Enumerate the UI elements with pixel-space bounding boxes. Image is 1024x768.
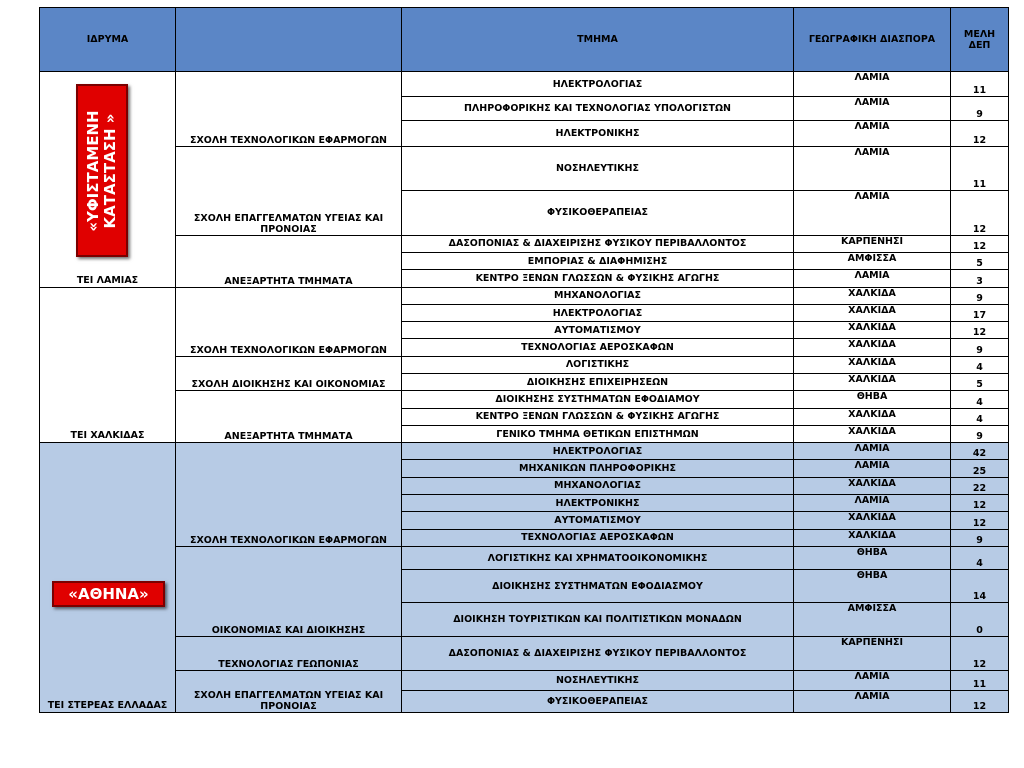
table-row bbox=[40, 287, 1009, 304]
department-cell: ΚΕΝΤΡΟ ΞΕΝΩΝ ΓΛΩΣΣΩΝ & ΦΥΣΙΚΗΣ ΑΓΩΓΗΣ bbox=[402, 408, 794, 425]
department-cell: ΑΥΤΟΜΑΤΙΣΜΟΥ bbox=[402, 322, 794, 339]
city-cell: ΛΑΜΙΑ bbox=[794, 270, 951, 287]
members-cell: 22 bbox=[951, 477, 1009, 494]
members-cell: 11 bbox=[951, 670, 1009, 690]
header-department: ΤΜΗΜΑ bbox=[402, 8, 794, 72]
members-cell: 9 bbox=[951, 425, 1009, 442]
department-cell: ΔΑΣΟΠΟΝΙΑΣ & ΔΙΑΧΕΙΡΙΣΗΣ ΦΥΣΙΚΟΥ ΠΕΡΙΒΑΛΛΟΝΤΟΣ bbox=[402, 637, 794, 671]
city-cell: ΚΑΡΠΕΝΗΣΙ bbox=[794, 637, 951, 671]
department-cell: ΚΕΝΤΡΟ ΞΕΝΩΝ ΓΛΩΣΣΩΝ & ΦΥΣΙΚΗΣ ΑΓΩΓΗΣ bbox=[402, 270, 794, 287]
school-cell: ΣΧΟΛΗ ΔΙΟΙΚΗΣΗΣ ΚΑΙ ΟΙΚΟΝΟΜΙΑΣ bbox=[176, 356, 402, 391]
header-school bbox=[176, 8, 402, 72]
table-row bbox=[40, 147, 1009, 191]
department-cell: ΤΕΧΝΟΛΟΓΙΑΣ ΑΕΡΟΣΚΑΦΩΝ bbox=[402, 339, 794, 356]
department-cell: ΗΛΕΚΤΡΟΛΟΓΙΑΣ bbox=[402, 304, 794, 321]
table-row bbox=[40, 391, 1009, 408]
department-cell: ΗΛΕΚΤΡΟΝΙΚΗΣ bbox=[402, 120, 794, 146]
department-cell: ΛΟΓΙΣΤΙΚΗΣ bbox=[402, 356, 794, 373]
members-cell: 3 bbox=[951, 270, 1009, 287]
department-cell: ΛΟΓΙΣΤΙΚΗΣ ΚΑΙ ΧΡΗΜΑΤΟΟΙΚΟΝΟΜΙΚΗΣ bbox=[402, 546, 794, 569]
city-cell: ΧΑΛΚΙΔΑ bbox=[794, 512, 951, 529]
school-cell: ΣΧΟΛΗ ΤΕΧΝΟΛΟΓΙΚΩΝ ΕΦΑΡΜΟΓΩΝ bbox=[176, 72, 402, 147]
city-cell: ΧΑΛΚΙΔΑ bbox=[794, 304, 951, 321]
department-cell: ΜΗΧΑΝΟΛΟΓΙΑΣ bbox=[402, 477, 794, 494]
department-cell: ΠΛΗΡΟΦΟΡΙΚΗΣ ΚΑΙ ΤΕΧΝΟΛΟΓΙΑΣ ΥΠΟΛΟΓΙΣΤΩΝ bbox=[402, 97, 794, 120]
department-cell: ΗΛΕΚΤΡΟΛΟΓΙΑΣ bbox=[402, 72, 794, 97]
header-geo: ΓΕΩΓΡΑΦΙΚΗ ΔΙΑΣΠΟΡΑ bbox=[794, 8, 951, 72]
members-cell: 12 bbox=[951, 495, 1009, 512]
city-cell: ΛΑΜΙΑ bbox=[794, 120, 951, 146]
school-cell: ΤΕΧΝΟΛΟΓΙΑΣ ΓΕΩΠΟΝΙΑΣ bbox=[176, 637, 402, 671]
members-cell: 25 bbox=[951, 460, 1009, 477]
city-cell: ΧΑΛΚΙΔΑ bbox=[794, 374, 951, 391]
institution-name: ΤΕΙ ΛΑΜΙΑΣ bbox=[76, 274, 139, 286]
city-cell: ΧΑΛΚΙΔΑ bbox=[794, 408, 951, 425]
table-row bbox=[40, 443, 1009, 460]
city-cell: ΘΗΒΑ bbox=[794, 546, 951, 569]
department-cell: ΝΟΣΗΛΕΥΤΙΚΗΣ bbox=[402, 147, 794, 191]
members-cell: 9 bbox=[951, 97, 1009, 120]
members-cell: 0 bbox=[951, 602, 1009, 637]
institution-name: ΤΕΙ ΧΑΛΚΙΔΑΣ bbox=[70, 430, 145, 442]
table-body bbox=[40, 72, 1009, 713]
members-cell: 12 bbox=[951, 691, 1009, 713]
city-cell: ΧΑΛΚΙΔΑ bbox=[794, 529, 951, 546]
city-cell: ΧΑΛΚΙΔΑ bbox=[794, 356, 951, 373]
department-cell: ΔΙΟΙΚΗΣΗΣ ΣΥΣΤΗΜΑΤΩΝ ΕΦΟΔΙΑΜΟΥ bbox=[402, 391, 794, 408]
city-cell: ΛΑΜΙΑ bbox=[794, 147, 951, 191]
institution-cell bbox=[40, 287, 176, 443]
city-cell: ΛΑΜΙΑ bbox=[794, 495, 951, 512]
department-cell: ΦΥΣΙΚΟΘΕΡΑΠΕΙΑΣ bbox=[402, 191, 794, 236]
city-cell: ΧΑΛΚΙΔΑ bbox=[794, 287, 951, 304]
members-cell: 17 bbox=[951, 304, 1009, 321]
athena-badge: «ΑΘΗΝΑ» bbox=[52, 581, 165, 607]
members-cell: 42 bbox=[951, 443, 1009, 460]
table-row bbox=[40, 235, 1009, 252]
header-institution: ΙΔΡΥΜΑ bbox=[40, 8, 176, 72]
institution-cell bbox=[40, 443, 176, 713]
members-cell: 12 bbox=[951, 637, 1009, 671]
current-state-label: «ΥΦΙΣΤΑΜΕΝΗ ΚΑΤΑΣΤΑΣΗ » bbox=[84, 109, 119, 232]
department-cell: ΗΛΕΚΤΡΟΛΟΓΙΑΣ bbox=[402, 443, 794, 460]
school-cell: ΣΧΟΛΗ ΤΕΧΝΟΛΟΓΙΚΩΝ ΕΦΑΡΜΟΓΩΝ bbox=[176, 443, 402, 547]
members-cell: 9 bbox=[951, 287, 1009, 304]
members-cell: 5 bbox=[951, 374, 1009, 391]
school-cell: ΣΧΟΛΗ ΤΕΧΝΟΛΟΓΙΚΩΝ ΕΦΑΡΜΟΓΩΝ bbox=[176, 287, 402, 356]
school-cell: ΣΧΟΛΗ ΕΠΑΓΓΕΛΜΑΤΩΝ ΥΓΕΙΑΣ ΚΑΙ ΠΡΟΝΟΙΑΣ bbox=[176, 147, 402, 236]
city-cell: ΛΑΜΙΑ bbox=[794, 460, 951, 477]
table-row bbox=[40, 546, 1009, 569]
city-cell: ΛΑΜΙΑ bbox=[794, 691, 951, 713]
members-cell: 12 bbox=[951, 235, 1009, 252]
table-row bbox=[40, 72, 1009, 97]
city-cell: ΑΜΦΙΣΣΑ bbox=[794, 602, 951, 637]
members-cell: 12 bbox=[951, 322, 1009, 339]
table-row bbox=[40, 637, 1009, 671]
institution-cell bbox=[40, 72, 176, 288]
members-cell: 5 bbox=[951, 253, 1009, 270]
members-cell: 14 bbox=[951, 570, 1009, 603]
faculty-table bbox=[39, 7, 1009, 713]
city-cell: ΑΜΦΙΣΣΑ bbox=[794, 253, 951, 270]
city-cell: ΘΗΒΑ bbox=[794, 570, 951, 603]
city-cell: ΧΑΛΚΙΔΑ bbox=[794, 425, 951, 442]
city-cell: ΧΑΛΚΙΔΑ bbox=[794, 322, 951, 339]
city-cell: ΧΑΛΚΙΔΑ bbox=[794, 477, 951, 494]
school-cell: ΣΧΟΛΗ ΕΠΑΓΓΕΛΜΑΤΩΝ ΥΓΕΙΑΣ ΚΑΙ ΠΡΟΝΟΙΑΣ bbox=[176, 670, 402, 712]
department-cell: ΜΗΧΑΝΟΛΟΓΙΑΣ bbox=[402, 287, 794, 304]
city-cell: ΛΑΜΙΑ bbox=[794, 191, 951, 236]
header-members: ΜΕΛΗ ΔΕΠ bbox=[951, 8, 1009, 72]
department-cell: ΝΟΣΗΛΕΥΤΙΚΗΣ bbox=[402, 670, 794, 690]
members-cell: 12 bbox=[951, 191, 1009, 236]
members-cell: 11 bbox=[951, 72, 1009, 97]
department-cell: ΦΥΣΙΚΟΘΕΡΑΠΕΙΑΣ bbox=[402, 691, 794, 713]
members-cell: 4 bbox=[951, 546, 1009, 569]
department-cell: ΔΙΟΙΚΗΣΗΣ ΣΥΣΤΗΜΑΤΩΝ ΕΦΟΔΙΑΣΜΟΥ bbox=[402, 570, 794, 603]
city-cell: ΘΗΒΑ bbox=[794, 391, 951, 408]
department-cell: ΓΕΝΙΚΟ ΤΜΗΜΑ ΘΕΤΙΚΩΝ ΕΠΙΣΤΗΜΩΝ bbox=[402, 425, 794, 442]
department-cell: ΔΙΟΙΚΗΣΗ ΤΟΥΡΙΣΤΙΚΩΝ ΚΑΙ ΠΟΛΙΤΙΣΤΙΚΩΝ ΜΟΝΑΔΩΝ bbox=[402, 602, 794, 637]
members-cell: 9 bbox=[951, 529, 1009, 546]
department-cell: ΑΥΤΟΜΑΤΙΣΜΟΥ bbox=[402, 512, 794, 529]
table-row bbox=[40, 670, 1009, 690]
table-row bbox=[40, 356, 1009, 373]
city-cell: ΛΑΜΙΑ bbox=[794, 443, 951, 460]
members-cell: 12 bbox=[951, 120, 1009, 146]
school-cell: ΟΙΚΟΝΟΜΙΑΣ ΚΑΙ ΔΙΟΙΚΗΣΗΣ bbox=[176, 546, 402, 637]
department-cell: ΜΗΧΑΝΙΚΩΝ ΠΛΗΡΟΦΟΡΙΚΗΣ bbox=[402, 460, 794, 477]
members-cell: 9 bbox=[951, 339, 1009, 356]
institution-name: ΤΕΙ ΣΤΕΡΕΑΣ ΕΛΛΑΔΑΣ bbox=[47, 700, 168, 711]
department-cell: ΔΙΟΙΚΗΣΗΣ ΕΠΙΧΕΙΡΗΣΕΩΝ bbox=[402, 374, 794, 391]
school-cell: ΑΝΕΞΑΡΤΗΤΑ ΤΜΗΜΑΤΑ bbox=[176, 235, 402, 287]
department-cell: ΔΑΣΟΠΟΝΙΑΣ & ΔΙΑΧΕΙΡΙΣΗΣ ΦΥΣΙΚΟΥ ΠΕΡΙΒΑΛΛΟΝΤΟΣ bbox=[402, 235, 794, 252]
current-state-badge bbox=[76, 84, 128, 257]
members-cell: 4 bbox=[951, 391, 1009, 408]
department-cell: ΕΜΠΟΡΙΑΣ & ΔΙΑΦΗΜΙΣΗΣ bbox=[402, 253, 794, 270]
city-cell: ΧΑΛΚΙΔΑ bbox=[794, 339, 951, 356]
city-cell: ΛΑΜΙΑ bbox=[794, 72, 951, 97]
city-cell: ΛΑΜΙΑ bbox=[794, 97, 951, 120]
members-cell: 4 bbox=[951, 408, 1009, 425]
members-cell: 11 bbox=[951, 147, 1009, 191]
members-cell: 4 bbox=[951, 356, 1009, 373]
city-cell: ΛΑΜΙΑ bbox=[794, 670, 951, 690]
department-cell: ΗΛΕΚΤΡΟΝΙΚΗΣ bbox=[402, 495, 794, 512]
members-cell: 12 bbox=[951, 512, 1009, 529]
department-cell: ΤΕΧΝΟΛΟΓΙΑΣ ΑΕΡΟΣΚΑΦΩΝ bbox=[402, 529, 794, 546]
school-cell: ΑΝΕΞΑΡΤΗΤΑ ΤΜΗΜΑΤΑ bbox=[176, 391, 402, 443]
city-cell: ΚΑΡΠΕΝΗΣΙ bbox=[794, 235, 951, 252]
